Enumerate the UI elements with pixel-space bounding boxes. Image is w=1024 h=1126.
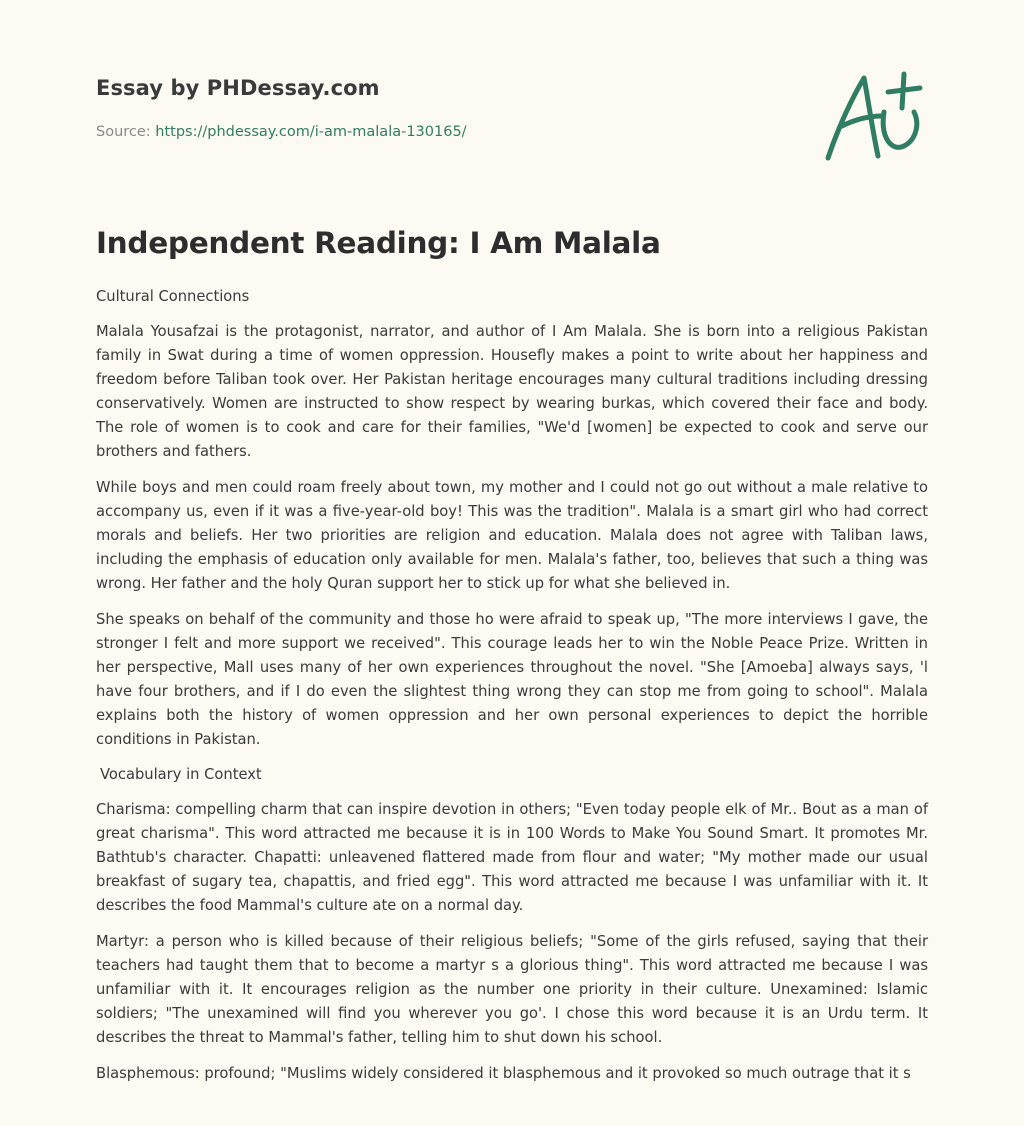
paragraph: While boys and men could roam freely about town, my mother and I could not go out without a male relative to accompany us, even if it was a five-year-old boy! This was the tradition". Malala is a smart girl who had correct morals and beliefs. Her two priorities are religion and education. Malala does not agree with Taliban laws, including the emphasis of education only available for men. Malala's father, too, believes that such a thing was wrong. Her father and the holy Quran support her to stick up for what she believed in.	[96, 479, 928, 592]
paragraph: She speaks on behalf of the community and those ho were afraid to speak up, "The more interviews I gave, the stronger I felt and more support we received". This courage leads her to win the Noble Peace Prize. Written in her perspective, Mall uses many of her own experiences throughout the novel. "She [Amoeba] always says, 'l have four brothers, and if I do even the slightest thing wrong they can stop me from going to school". Malala explains both the history of women oppression and her own personal experiences to depict the horrible conditions in Pakistan.	[96, 611, 928, 748]
paragraph: Charisma: compelling charm that can inspire devotion in others; "Even today people elk of Mr.. Bout as a man of great charisma". This word attracted me because it is in 100 Words to Make You Sound Smart. It promotes Mr. Bathtub's character. Chapatti: unleavened flattered made from flour and water; "My mother made our usual breakfast of sugary tea, chapattis, and fried egg". This word attracted me because I was unfamiliar with it. It describes the food Mammal's culture ate on a normal day.	[96, 801, 928, 914]
site-header	[96, 0, 928, 190]
a-plus-grade-icon	[822, 68, 928, 168]
source-line	[96, 124, 467, 140]
paragraph: Malala Yousafzai is the protagonist, narrator, and author of I Am Malala. She is born into a religious Pakistan family in Swat during a time of women oppression. Housefly makes a point to write about her happiness and freedom before Taliban took over. Her Pakistan heritage encourages many cultural traditions including dressing conservatively. Women are instructed to show respect by wearing burkas, which covered their face and body. The role of women is to cook and care for their families, "We'd [women] be expected to cook and serve our brothers and fathers.	[96, 323, 928, 460]
section-heading-vocabulary: Vocabulary in Context	[100, 766, 262, 783]
logo-letter-a-bar	[842, 116, 882, 126]
brand-title: Essay by PHDessay.com	[96, 76, 380, 100]
section-heading-cultural-connections: Cultural Connections	[96, 288, 250, 305]
paragraph: Blasphemous: profound; "Muslims widely considered it blasphemous and it provoked so much outrage that it s	[96, 1065, 911, 1082]
paragraph: Martyr: a person who is killed because of their religious beliefs; "Some of the girls refused, saying that their teachers had taught them that to become a martyr s a glorious thing". This word attracted me because I was unfamiliar with it. It encourages religion as the number one priority in their culture. Unexamined: Islamic soldiers; "The unexamined will find you wherever you go'. I chose this word because it is an Urdu term. It describes the threat to Mammal's father, telling him to shut down his school.	[96, 933, 928, 1046]
page-title: Independent Reading: I Am Malala	[96, 226, 661, 260]
source-label: Source:	[96, 124, 151, 140]
article-body	[96, 286, 928, 1098]
logo-plus-horizontal	[888, 88, 920, 92]
logo-underline-swoosh	[883, 112, 917, 147]
source-link[interactable]: https://phdessay.com/i-am-malala-130165/	[155, 124, 467, 140]
